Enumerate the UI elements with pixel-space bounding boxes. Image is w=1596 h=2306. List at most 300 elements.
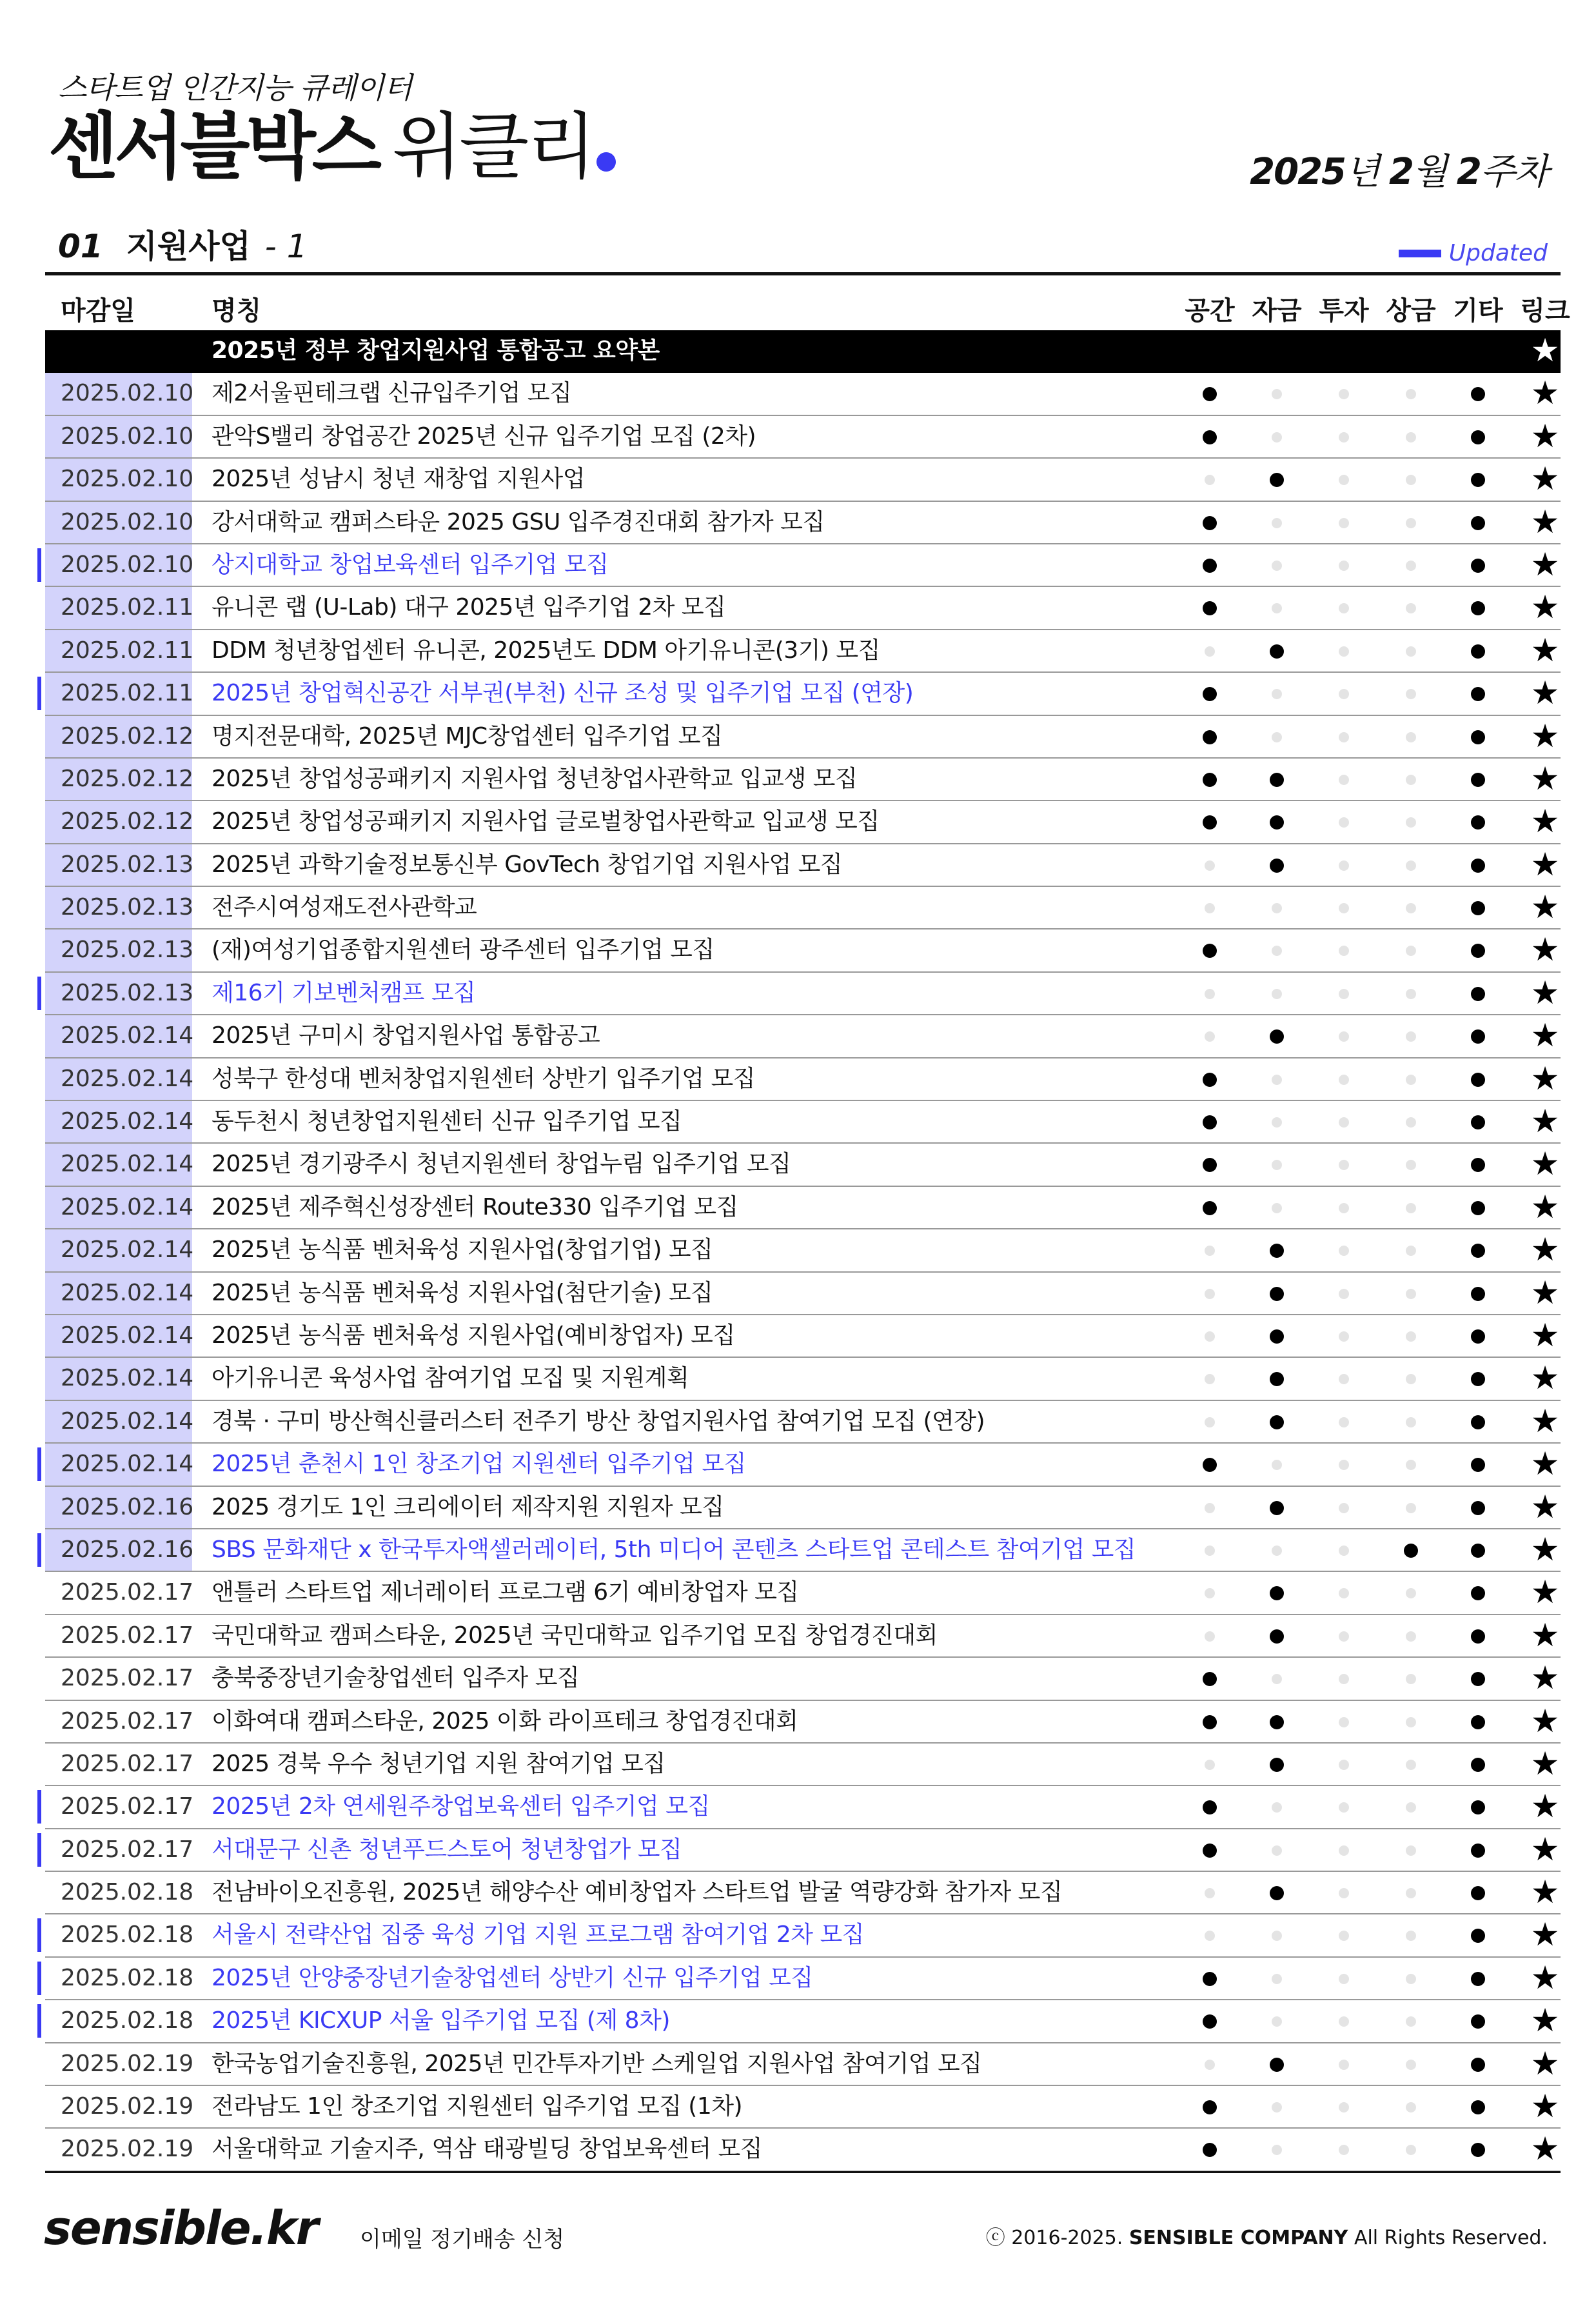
summary-row[interactable]	[45, 330, 1561, 373]
link-star-icon[interactable]: ★	[1530, 1273, 1560, 1311]
space-indicator-dot	[1205, 1631, 1215, 1642]
other-indicator-dot	[1471, 516, 1485, 530]
deadline-date: 2025.02.14	[45, 1187, 192, 1228]
table-row[interactable]	[45, 502, 1561, 544]
prize-indicator-dot	[1406, 1631, 1416, 1642]
table-row[interactable]	[45, 887, 1561, 929]
table-row[interactable]	[45, 1187, 1561, 1229]
table-row[interactable]	[45, 1786, 1561, 1829]
column-funding: 자금	[1252, 296, 1302, 326]
table-row[interactable]	[45, 1273, 1561, 1315]
space-indicator-dot	[1203, 1715, 1217, 1729]
program-name[interactable]: 국민대학교 캠퍼스타운, 2025년 국민대학교 입주기업 모집 창업경진대회	[212, 1622, 938, 1649]
table-row[interactable]	[45, 1144, 1561, 1186]
footer-logo[interactable]: sensible.kr	[44, 2201, 318, 2255]
program-name[interactable]: 명지전문대학, 2025년 MJC창업센터 입주기업 모집	[212, 722, 723, 750]
space-indicator-dot	[1203, 773, 1217, 787]
space-indicator-dot	[1205, 2060, 1215, 2070]
column-link: 링크	[1520, 296, 1570, 326]
funding-indicator-dot	[1270, 1415, 1284, 1429]
link-star-icon[interactable]: ★	[1530, 588, 1560, 626]
investment-indicator-dot	[1339, 1331, 1349, 1342]
investment-indicator-dot	[1339, 1374, 1349, 1384]
table-row[interactable]	[45, 2086, 1561, 2129]
funding-indicator-dot	[1270, 1029, 1284, 1044]
program-name[interactable]: 2025년 농식품 벤처육성 지원사업(창업기업) 모집	[212, 1237, 713, 1264]
table-row[interactable]	[45, 416, 1561, 459]
prize-indicator-dot	[1406, 603, 1416, 613]
funding-indicator-dot	[1270, 1758, 1284, 1772]
table-row[interactable]	[45, 844, 1561, 887]
program-name[interactable]: 경북 · 구미 방산혁신클러스터 전주기 방산 창업지원사업 참여기업 모집 (연장)	[212, 1407, 985, 1435]
investment-indicator-dot	[1339, 2145, 1349, 2155]
other-indicator-dot	[1471, 1501, 1485, 1515]
space-indicator-dot	[1203, 1800, 1217, 1814]
deadline-date: 2025.02.10	[45, 416, 192, 457]
other-indicator-dot	[1471, 1544, 1485, 1558]
table-row[interactable]	[45, 1744, 1561, 1786]
prize-indicator-dot	[1406, 475, 1416, 485]
program-name[interactable]: 2025년 농식품 벤처육성 지원사업(예비창업자) 모집	[212, 1322, 735, 1349]
program-name[interactable]: 2025년 안양중장년기술창업센터 상반기 신규 입주기업 모집	[212, 1964, 813, 1991]
prize-indicator-dot	[1406, 1075, 1416, 1085]
program-name[interactable]: 2025년 경기광주시 청년지원센터 창업누림 입주기업 모집	[212, 1151, 791, 1178]
table-row[interactable]	[45, 716, 1561, 759]
investment-indicator-dot	[1339, 1845, 1349, 1856]
link-star-icon[interactable]: ★	[1530, 1916, 1560, 1954]
prize-indicator-dot	[1406, 732, 1416, 742]
link-star-icon[interactable]: ★	[1530, 1017, 1560, 1055]
funding-indicator-dot	[1270, 473, 1284, 487]
program-name[interactable]: SBS 문화재단 x 한국투자액셀러레이터, 5th 미디어 콘텐츠 스타트업 콘테스트 참여기업 모집	[212, 1536, 1136, 1563]
other-indicator-dot	[1471, 1458, 1485, 1472]
funding-indicator-dot	[1272, 2016, 1282, 2027]
copyright-rights: All Rights Reserved.	[1354, 2227, 1548, 2249]
table-row[interactable]	[45, 673, 1561, 715]
deadline-date: 2025.02.11	[45, 630, 192, 671]
deadline-date: 2025.02.14	[45, 1273, 192, 1314]
copyright-company: SENSIBLE COMPANY	[1128, 2227, 1348, 2249]
deadline-date: 2025.02.14	[45, 1144, 192, 1185]
brand-weekly: 위클리	[391, 105, 594, 189]
investment-indicator-dot	[1339, 432, 1349, 442]
space-indicator-dot	[1203, 516, 1217, 530]
investment-indicator-dot	[1339, 1075, 1349, 1085]
program-name[interactable]: 2025 경북 우수 청년기업 지원 참여기업 모집	[212, 1750, 665, 1777]
program-name[interactable]: 제2서울핀테크랩 신규입주기업 모집	[212, 380, 572, 407]
program-name[interactable]: 2025년 과학기술정보통신부 GovTech 창업기업 지원사업 모집	[212, 851, 843, 878]
other-indicator-dot	[1471, 387, 1485, 401]
week-year-unit: 년	[1345, 151, 1379, 193]
link-star-icon[interactable]: ★	[1530, 2044, 1560, 2082]
investment-indicator-dot	[1339, 1674, 1349, 1684]
link-star-icon[interactable]: ★	[1530, 1573, 1560, 1611]
link-star-icon[interactable]: ★	[1530, 1402, 1560, 1440]
prize-indicator-dot	[1406, 1246, 1416, 1256]
deadline-date: 2025.02.14	[45, 1358, 192, 1399]
other-indicator-dot	[1471, 1115, 1485, 1129]
space-indicator-dot	[1203, 1672, 1217, 1686]
deadline-date: 2025.02.17	[61, 1665, 194, 1692]
investment-indicator-dot	[1339, 775, 1349, 785]
updated-legend-label: Updated	[1448, 240, 1548, 266]
prize-indicator-dot	[1406, 1802, 1416, 1813]
table-row[interactable]	[45, 929, 1561, 972]
funding-indicator-dot	[1270, 1715, 1284, 1729]
program-name[interactable]: 제16기 기보벤처캠프 모집	[212, 979, 476, 1006]
link-star-icon[interactable]: ★	[1530, 1359, 1560, 1397]
deadline-date: 2025.02.17	[61, 1707, 194, 1734]
investment-indicator-dot	[1339, 603, 1349, 613]
program-name[interactable]: 한국농업기술진흥원, 2025년 민간투자기반 스케일업 지원사업 참여기업 모집	[212, 2050, 982, 2077]
link-star-icon[interactable]: ★	[1530, 1873, 1560, 1911]
brand-bold: 센서블박스	[48, 105, 378, 189]
investment-indicator-dot	[1339, 860, 1349, 871]
program-name[interactable]: 서울대학교 기술지주, 역삼 태광빌딩 창업보육센터 모집	[212, 2136, 763, 2163]
week-number-unit: 주차	[1480, 151, 1548, 193]
link-star-icon[interactable]: ★	[1530, 717, 1560, 755]
program-name[interactable]: 앤틀러 스타트업 제너레이터 프로그램 6기 예비창업자 모집	[212, 1579, 799, 1606]
table-row[interactable]	[45, 1958, 1561, 2000]
program-name[interactable]: 서대문구 신촌 청년푸드스토어 청년창업가 모집	[212, 1836, 682, 1863]
link-star-icon[interactable]: ★	[1530, 1744, 1560, 1782]
table-row[interactable]	[45, 587, 1561, 630]
deadline-date: 2025.02.14	[45, 1101, 192, 1142]
funding-indicator-dot	[1270, 815, 1284, 830]
other-indicator-dot	[1471, 815, 1485, 830]
space-indicator-dot	[1205, 1031, 1215, 1042]
link-star-icon[interactable]: ★	[1530, 1102, 1560, 1140]
link-star-icon[interactable]: ★	[1530, 759, 1560, 797]
section-title: 지원사업	[126, 228, 251, 265]
prize-indicator-dot	[1406, 1588, 1416, 1598]
link-star-icon[interactable]: ★	[1530, 1231, 1560, 1269]
table-row[interactable]	[45, 1658, 1561, 1700]
table-row[interactable]	[45, 373, 1561, 415]
space-indicator-dot	[1205, 1588, 1215, 1598]
space-indicator-dot	[1203, 1972, 1217, 1986]
link-star-icon[interactable]: ★	[1530, 1445, 1560, 1483]
prize-indicator-dot	[1406, 1888, 1416, 1898]
space-indicator-dot	[1205, 1331, 1215, 1342]
space-indicator-dot	[1205, 1546, 1215, 1556]
table-row[interactable]	[45, 459, 1561, 501]
funding-indicator-dot	[1272, 946, 1282, 956]
other-indicator-dot	[1471, 944, 1485, 958]
prize-indicator-dot	[1406, 518, 1416, 528]
program-name[interactable]: 2025년 창업혁신공간 서부권(부천) 신규 조성 및 입주기업 모집 (연장)	[212, 680, 914, 707]
investment-indicator-dot	[1339, 1802, 1349, 1813]
program-name[interactable]: 2025년 제주혁신성장센터 Route330 입주기업 모집	[212, 1193, 738, 1220]
deadline-date: 2025.02.16	[45, 1487, 192, 1528]
deadline-date: 2025.02.13	[45, 973, 192, 1014]
table-row[interactable]	[45, 1572, 1561, 1615]
prize-indicator-dot	[1406, 1160, 1416, 1170]
link-star-icon[interactable]: ★	[1530, 802, 1560, 840]
table-row[interactable]	[45, 1529, 1561, 1572]
prize-indicator-dot	[1406, 561, 1416, 571]
week-month: 2	[1388, 151, 1413, 193]
space-indicator-dot	[1203, 1844, 1217, 1858]
program-name[interactable]: 유니콘 랩 (U-Lab) 대구 2025년 입주기업 2차 모집	[212, 594, 726, 621]
table-row[interactable]	[45, 1358, 1561, 1400]
investment-indicator-dot	[1339, 1760, 1349, 1770]
space-indicator-dot	[1205, 475, 1215, 485]
deadline-date: 2025.02.14	[45, 1315, 192, 1357]
other-indicator-dot	[1471, 1972, 1485, 1986]
link-star-icon[interactable]: ★	[1530, 1059, 1560, 1097]
funding-indicator-dot	[1272, 2102, 1282, 2112]
funding-indicator-dot	[1270, 1329, 1284, 1344]
program-name[interactable]: 충북중장년기술창업센터 입주자 모집	[212, 1665, 580, 1692]
deadline-date: 2025.02.17	[45, 1829, 192, 1871]
table-row[interactable]	[45, 1401, 1561, 1444]
table-row[interactable]	[45, 1101, 1561, 1144]
program-name[interactable]: 2025년 KICXUP 서울 입주기업 모집 (제 8차)	[212, 2007, 670, 2034]
prize-indicator-dot	[1406, 1503, 1416, 1513]
table-row[interactable]	[45, 801, 1561, 844]
funding-indicator-dot	[1272, 603, 1282, 613]
prize-indicator-dot	[1406, 946, 1416, 956]
program-name[interactable]: 상지대학교 창업보육센터 입주기업 모집	[212, 551, 609, 578]
week-label	[1250, 143, 1548, 195]
table-top-rule	[45, 272, 1561, 275]
other-indicator-dot	[1471, 1672, 1485, 1686]
subscribe-link[interactable]: 이메일 정기배송 신청	[360, 2227, 565, 2252]
link-star-icon[interactable]: ★	[1530, 2130, 1560, 2168]
link-star-icon[interactable]: ★	[1530, 1787, 1560, 1825]
investment-indicator-dot	[1339, 989, 1349, 999]
link-star-icon[interactable]: ★	[1530, 631, 1560, 669]
funding-indicator-dot	[1270, 1629, 1284, 1644]
week-year: 2025	[1250, 151, 1346, 193]
table-row[interactable]	[45, 1015, 1561, 1058]
prize-indicator-dot	[1406, 1760, 1416, 1770]
investment-indicator-dot	[1339, 2060, 1349, 2070]
link-star-icon[interactable]: ★	[1530, 1188, 1560, 1226]
table-row[interactable]	[45, 1829, 1561, 1872]
investment-indicator-dot	[1339, 1546, 1349, 1556]
deadline-date: 2025.02.13	[45, 887, 192, 928]
other-indicator-dot	[1471, 2014, 1485, 2029]
prize-indicator-dot	[1406, 1460, 1416, 1470]
program-name[interactable]: 동두천시 청년창업지원센터 신규 입주기업 모집	[212, 1108, 682, 1135]
prize-indicator-dot	[1406, 2060, 1416, 2070]
investment-indicator-dot	[1339, 689, 1349, 699]
funding-indicator-dot	[1270, 1244, 1284, 1258]
deadline-date: 2025.02.10	[45, 502, 192, 543]
other-indicator-dot	[1471, 773, 1485, 787]
investment-indicator-dot	[1339, 903, 1349, 913]
other-indicator-dot	[1471, 1758, 1485, 1772]
prize-indicator-dot	[1406, 432, 1416, 442]
program-name[interactable]: 2025년 성남시 청년 재창업 지원사업	[212, 466, 585, 493]
prize-indicator-dot	[1406, 2102, 1416, 2112]
funding-indicator-dot	[1270, 773, 1284, 787]
space-indicator-dot	[1203, 815, 1217, 830]
other-indicator-dot	[1471, 1158, 1485, 1172]
funding-indicator-dot	[1272, 1160, 1282, 1170]
program-name[interactable]: 2025년 춘천시 1인 창조기업 지원센터 입주기업 모집	[212, 1451, 746, 1478]
space-indicator-dot	[1203, 1073, 1217, 1087]
program-name[interactable]: 2025년 창업성공패키지 지원사업 글로벌창업사관학교 입교생 모집	[212, 808, 880, 835]
space-indicator-dot	[1205, 1289, 1215, 1299]
funding-indicator-dot	[1272, 1460, 1282, 1470]
link-star-icon[interactable]: ★	[1530, 1316, 1560, 1354]
section-heading	[58, 221, 307, 267]
link-star-icon[interactable]: ★	[1530, 1616, 1560, 1654]
program-name[interactable]: 강서대학교 캠퍼스타운 2025 GSU 입주경진대회 참가자 모집	[212, 508, 825, 535]
link-star-icon[interactable]: ★	[1530, 2087, 1560, 2125]
link-star-icon[interactable]: ★	[1530, 1145, 1560, 1183]
investment-indicator-dot	[1339, 1503, 1349, 1513]
program-name[interactable]: 2025년 농식품 벤처육성 지원사업(첨단기술) 모집	[212, 1279, 713, 1306]
link-star-icon[interactable]: ★	[1530, 1702, 1560, 1740]
table-row[interactable]	[45, 2129, 1561, 2171]
prize-indicator-dot	[1406, 1374, 1416, 1384]
funding-indicator-dot	[1272, 903, 1282, 913]
table-row[interactable]	[45, 1615, 1561, 1658]
table-row[interactable]	[45, 1914, 1561, 1957]
program-name[interactable]: 관악S밸리 창업공간 2025년 신규 입주기업 모집 (2차)	[212, 422, 756, 450]
investment-indicator-dot	[1339, 1417, 1349, 1427]
space-indicator-dot	[1205, 1246, 1215, 1256]
space-indicator-dot	[1203, 2100, 1217, 2114]
week-month-unit: 월	[1412, 151, 1447, 193]
space-indicator-dot	[1205, 1888, 1215, 1898]
link-star-icon[interactable]: ★	[1530, 374, 1560, 412]
program-name[interactable]: 성북구 한성대 벤처창업지원센터 상반기 입주기업 모집	[212, 1065, 756, 1092]
funding-indicator-dot	[1270, 644, 1284, 659]
investment-indicator-dot	[1339, 1717, 1349, 1727]
deadline-date: 2025.02.14	[45, 1229, 192, 1271]
prize-indicator-dot	[1406, 1417, 1416, 1427]
table-row[interactable]	[45, 1701, 1561, 1744]
brand-dot-icon	[596, 152, 616, 172]
link-star-icon[interactable]: ★	[1530, 674, 1560, 712]
funding-indicator-dot	[1272, 989, 1282, 999]
prize-indicator-dot	[1406, 817, 1416, 828]
link-star-icon[interactable]: ★	[1530, 1830, 1560, 1868]
table-row[interactable]	[45, 630, 1561, 673]
link-star-icon[interactable]: ★	[1530, 502, 1560, 541]
other-indicator-dot	[1471, 730, 1485, 744]
table-row[interactable]	[45, 1059, 1561, 1101]
deadline-date: 2025.02.14	[45, 1401, 192, 1442]
program-name[interactable]: 2025년 창업성공패키지 지원사업 청년창업사관학교 입교생 모집	[212, 765, 858, 792]
space-indicator-dot	[1203, 601, 1217, 615]
link-star-icon[interactable]: ★	[1530, 845, 1560, 883]
funding-indicator-dot	[1272, 432, 1282, 442]
other-indicator-dot	[1471, 644, 1485, 659]
table-row[interactable]	[45, 1872, 1561, 1914]
other-indicator-dot	[1471, 2058, 1485, 2072]
program-name[interactable]: 서울시 전략산업 집중 육성 기업 지원 프로그램 참여기업 2차 모집	[212, 1922, 865, 1949]
funding-indicator-dot	[1272, 689, 1282, 699]
funding-indicator-dot	[1270, 2058, 1284, 2072]
program-name[interactable]: 전라남도 1인 창조기업 지원센터 입주기업 모집 (1차)	[212, 2093, 743, 2120]
link-star-icon[interactable]: ★	[1530, 931, 1560, 969]
program-name[interactable]: 이화여대 캠퍼스타운, 2025 이화 라이프테크 창업경진대회	[212, 1707, 798, 1734]
table-row[interactable]	[45, 2043, 1561, 2086]
table-row[interactable]	[45, 544, 1561, 587]
investment-indicator-dot	[1339, 1974, 1349, 1984]
program-name[interactable]: 2025년 구미시 창업지원사업 통합공고	[212, 1022, 600, 1049]
investment-indicator-dot	[1339, 1031, 1349, 1042]
program-name[interactable]: (재)여성기업종합지원센터 광주센터 입주기업 모집	[212, 937, 714, 964]
investment-indicator-dot	[1339, 2102, 1349, 2112]
program-name[interactable]: 전남바이오진흥원, 2025년 해양수산 예비창업자 스타트업 발굴 역량강화 참가자 모집	[212, 1879, 1063, 1906]
other-indicator-dot	[1471, 1715, 1485, 1729]
table-row[interactable]	[45, 1444, 1561, 1486]
other-indicator-dot	[1471, 1029, 1485, 1044]
other-indicator-dot	[1471, 1073, 1485, 1087]
link-star-icon[interactable]: ★	[1530, 2002, 1560, 2040]
other-indicator-dot	[1471, 1415, 1485, 1429]
investment-indicator-dot	[1339, 646, 1349, 657]
column-other: 기타	[1453, 296, 1503, 326]
deadline-date: 2025.02.10	[45, 459, 192, 500]
program-name[interactable]: DDM 청년창업센터 유니콘, 2025년도 DDM 아기유니콘(3기) 모집	[212, 637, 880, 664]
link-star-icon[interactable]: ★	[1530, 973, 1560, 1011]
investment-indicator-dot	[1339, 475, 1349, 485]
prize-indicator-dot	[1406, 646, 1416, 657]
table-header	[45, 276, 1570, 330]
table-row[interactable]	[45, 1487, 1561, 1529]
prize-indicator-dot	[1406, 1974, 1416, 1984]
table-row[interactable]	[45, 973, 1561, 1015]
space-indicator-dot	[1203, 430, 1217, 444]
link-star-icon[interactable]: ★	[1530, 888, 1560, 926]
table-row[interactable]	[45, 1229, 1561, 1272]
other-indicator-dot	[1471, 473, 1485, 487]
link-star-icon[interactable]: ★	[1530, 1487, 1560, 1526]
space-indicator-dot	[1203, 944, 1217, 958]
updated-legend	[1399, 240, 1548, 266]
link-star-icon[interactable]: ★	[1530, 1958, 1560, 1996]
program-name[interactable]: 2025년 2차 연세원주창업보육센터 입주기업 모집	[212, 1793, 710, 1820]
funding-indicator-dot	[1272, 1203, 1282, 1213]
other-indicator-dot	[1471, 1586, 1485, 1600]
link-star-icon[interactable]: ★	[1530, 460, 1560, 498]
funding-indicator-dot	[1272, 389, 1282, 399]
week-number: 2	[1456, 151, 1481, 193]
table-bottom-rule	[45, 2171, 1561, 2173]
space-indicator-dot	[1203, 1201, 1217, 1215]
link-star-icon[interactable]: ★	[1530, 332, 1560, 369]
table-row[interactable]	[45, 759, 1561, 801]
deadline-date	[45, 330, 192, 373]
link-star-icon[interactable]: ★	[1530, 1530, 1560, 1568]
program-name[interactable]: 전주시여성재도전사관학교	[212, 894, 477, 921]
program-name[interactable]: 2025년 정부 창업지원사업 통합공고 요약본	[212, 337, 660, 364]
other-indicator-dot	[1471, 2100, 1485, 2114]
column-investment: 투자	[1319, 296, 1369, 326]
link-star-icon[interactable]: ★	[1530, 417, 1560, 455]
deadline-date: 2025.02.10	[45, 544, 192, 586]
funding-indicator-dot	[1270, 1287, 1284, 1301]
table-row[interactable]	[45, 2000, 1561, 2043]
link-star-icon[interactable]: ★	[1530, 1659, 1560, 1697]
program-name[interactable]: 아기유니콘 육성사업 참여기업 모집 및 지원계획	[212, 1365, 689, 1392]
other-indicator-dot	[1471, 1244, 1485, 1258]
other-indicator-dot	[1471, 901, 1485, 915]
table-row[interactable]	[45, 1315, 1561, 1358]
program-name[interactable]: 2025 경기도 1인 크리에이터 제작지원 지원자 모집	[212, 1493, 724, 1520]
prize-indicator-dot	[1406, 1931, 1416, 1941]
space-indicator-dot	[1205, 1374, 1215, 1384]
link-star-icon[interactable]: ★	[1530, 545, 1560, 583]
